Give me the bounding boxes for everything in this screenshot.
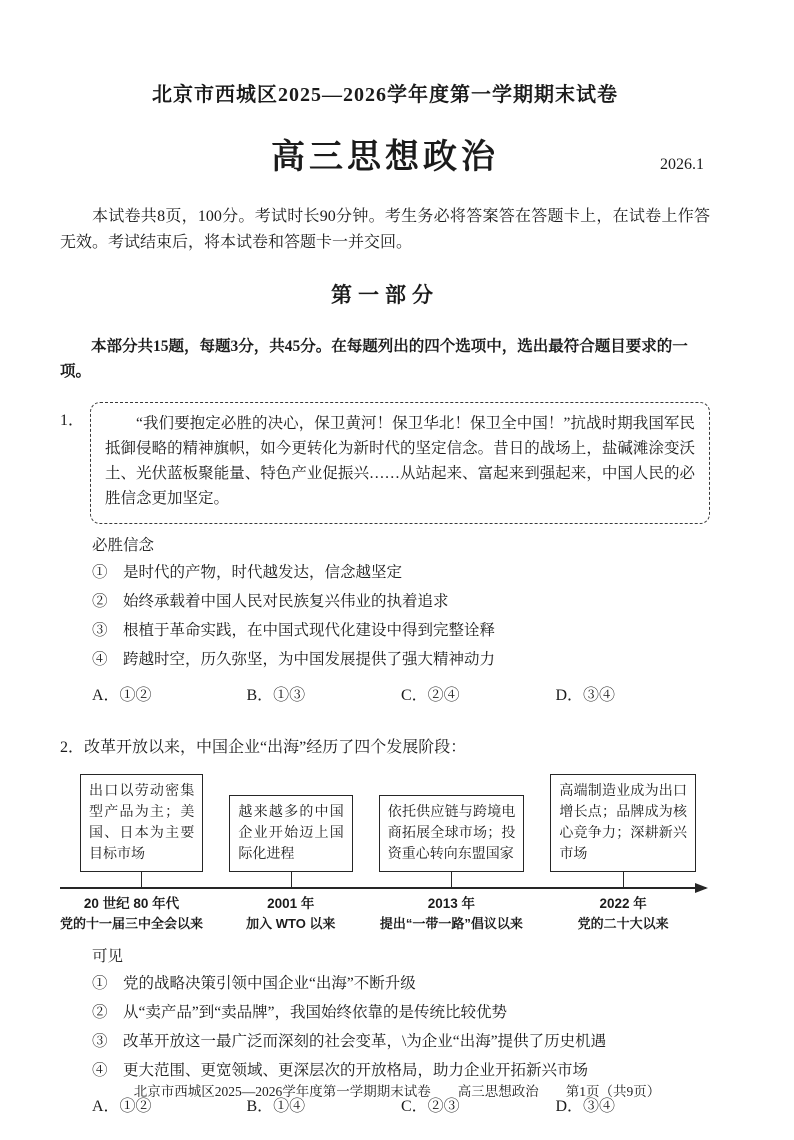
- timeline-stage-3-box: 依托供应链与跨境电商拓展全球市场；投资重心转向东盟国家: [379, 795, 525, 872]
- timeline-stage-4: [550, 774, 696, 887]
- question-1-choices: [92, 682, 710, 705]
- timeline-stage-4-box: 高端制造业成为出口增长点；品牌成为核心竞争力；深耕新兴市场: [550, 774, 696, 872]
- question-1-number: 1．: [60, 412, 85, 430]
- timeline-stage-3-connector: [451, 872, 452, 887]
- question-1-choice-b: B．①③: [246, 686, 306, 704]
- timeline-boxes-row: [60, 774, 710, 887]
- question-1-choice-a: A．①②: [92, 686, 152, 704]
- question-1: [60, 402, 710, 704]
- question-1-option-3: ③ 根植于革命实践，在中国式现代化建设中得到完整诠释: [92, 621, 496, 639]
- timeline-stage-2-caption: 加入 WTO 以来: [246, 915, 336, 931]
- question-2: [60, 735, 710, 1116]
- question-2-option-2: ② 从“卖产品”到“卖品牌”，我国始终依靠的是传统比较优势: [92, 1003, 508, 1021]
- timeline-stage-4-date: 2022 年: [599, 896, 647, 912]
- question-1-option-4: ④ 跨越时空，历久弥坚，为中国发展提供了强大精神动力: [92, 650, 496, 668]
- question-1-choice-c: C．②④: [401, 686, 460, 704]
- question-2-choice-a: A．①②: [92, 1097, 152, 1115]
- question-1-quote-text: “我们要抱定必胜的决心，保卫黄河！保卫华北！保卫全中国！”抗战时期我国军民抵御侵略的精神旗帜，如今更转化为新时代的坚定信念。昔日的战场上，盐碱滩涂变沃土、光伏蓝板聚能量、特色产业促振兴……从站起来、富起来到强起来，中国人民的必胜信念更加坚定。: [105, 415, 695, 507]
- question-2-option-3: ③ 改革开放这一最广泛而深刻的社会变革，\为企业“出海”提供了历史机遇: [92, 1032, 607, 1050]
- question-1-quote-box: [90, 402, 710, 523]
- timeline-diagram: [60, 774, 710, 933]
- question-2-intro-text: 改革开放以来，中国企业“出海”经历了四个发展阶段：: [84, 738, 467, 756]
- timeline-stage-4-connector: [623, 872, 624, 887]
- question-1-body: [92, 533, 710, 705]
- question-2-option-1: ① 党的战略决策引领中国企业“出海”不断升级: [92, 974, 416, 992]
- timeline-stage-3-caption: 提出“一带一路”倡议以来: [379, 915, 523, 931]
- question-1-header-row: [60, 402, 710, 523]
- question-1-option-1: ① 是时代的产物，时代越发达，信念越坚定: [92, 563, 403, 581]
- page-footer: 北京市西城区2025—2026学年度第一学期期末试卷 高三思想政治 第1页（共9页）: [133, 1084, 661, 1099]
- question-2-choice-d: D．③④: [555, 1097, 616, 1115]
- timeline-stage-3: [379, 795, 525, 887]
- timeline-stage-2-date: 2001 年: [267, 896, 315, 912]
- timeline-stage-1-connector: [141, 872, 142, 887]
- question-1-choice-d: D．③④: [555, 686, 616, 704]
- timeline-stage-2: [229, 795, 352, 887]
- timeline-stage-1: [80, 774, 203, 887]
- timeline-stage-1-caption: 党的十一届三中全会以来: [60, 915, 204, 931]
- timeline-stage-4-labels: [550, 894, 696, 933]
- timeline-stage-2-box: 越来越多的中国企业开始迈上国际化进程: [229, 795, 352, 872]
- title-row: [60, 129, 710, 178]
- question-2-option-4: ④ 更大范围、更宽领域、更深层次的开放格局，助力企业开拓新兴市场: [92, 1061, 589, 1079]
- part-one-note: 本部分共15题，每题3分，共45分。在每题列出的四个选项中，选出最符合题目要求的一项。: [60, 337, 688, 380]
- question-2-choice-c: C．②③: [401, 1097, 460, 1115]
- timeline-stage-2-connector: [291, 872, 292, 887]
- question-2-conclusion: 可见: [92, 947, 124, 965]
- question-1-stem: 必胜信念: [92, 536, 155, 554]
- timeline-stage-2-labels: [229, 894, 353, 933]
- exam-header: 北京市西城区2025—2026学年度第一学期期末试卷: [152, 84, 618, 106]
- timeline-stage-1-date: 20 世纪 80 年代: [83, 896, 180, 912]
- timeline-stage-1-box: 出口以劳动密集型产品为主；美国、日本为主要目标市场: [80, 774, 203, 872]
- timeline-axis: [60, 887, 706, 889]
- question-2-number: 2．: [60, 738, 85, 756]
- timeline-stage-3-date: 2013 年: [427, 896, 476, 912]
- timeline-stage-1-labels: [60, 894, 203, 933]
- exam-date: 2026.1: [660, 156, 704, 173]
- question-1-option-2: ② 始终承载着中国人民对民族复兴伟业的执着追求: [92, 592, 449, 610]
- question-2-choice-b: B．①④: [246, 1097, 306, 1115]
- timeline-labels-row: [60, 889, 710, 933]
- timeline-arrowhead-icon: [695, 883, 708, 893]
- exam-title: 高三思想政治: [271, 139, 499, 176]
- part-one-heading: 第一部分: [331, 282, 439, 307]
- timeline-stage-3-labels: [379, 894, 525, 933]
- timeline-stage-4-caption: 党的二十大以来: [577, 915, 669, 931]
- question-2-intro: [60, 735, 710, 761]
- exam-instructions: 本试卷共8页，100分。考试时长90分钟。考生务必将答案答在答题卡上，在试卷上作答无效。考试结束后，将本试卷和答题卡一并交回。: [60, 208, 710, 252]
